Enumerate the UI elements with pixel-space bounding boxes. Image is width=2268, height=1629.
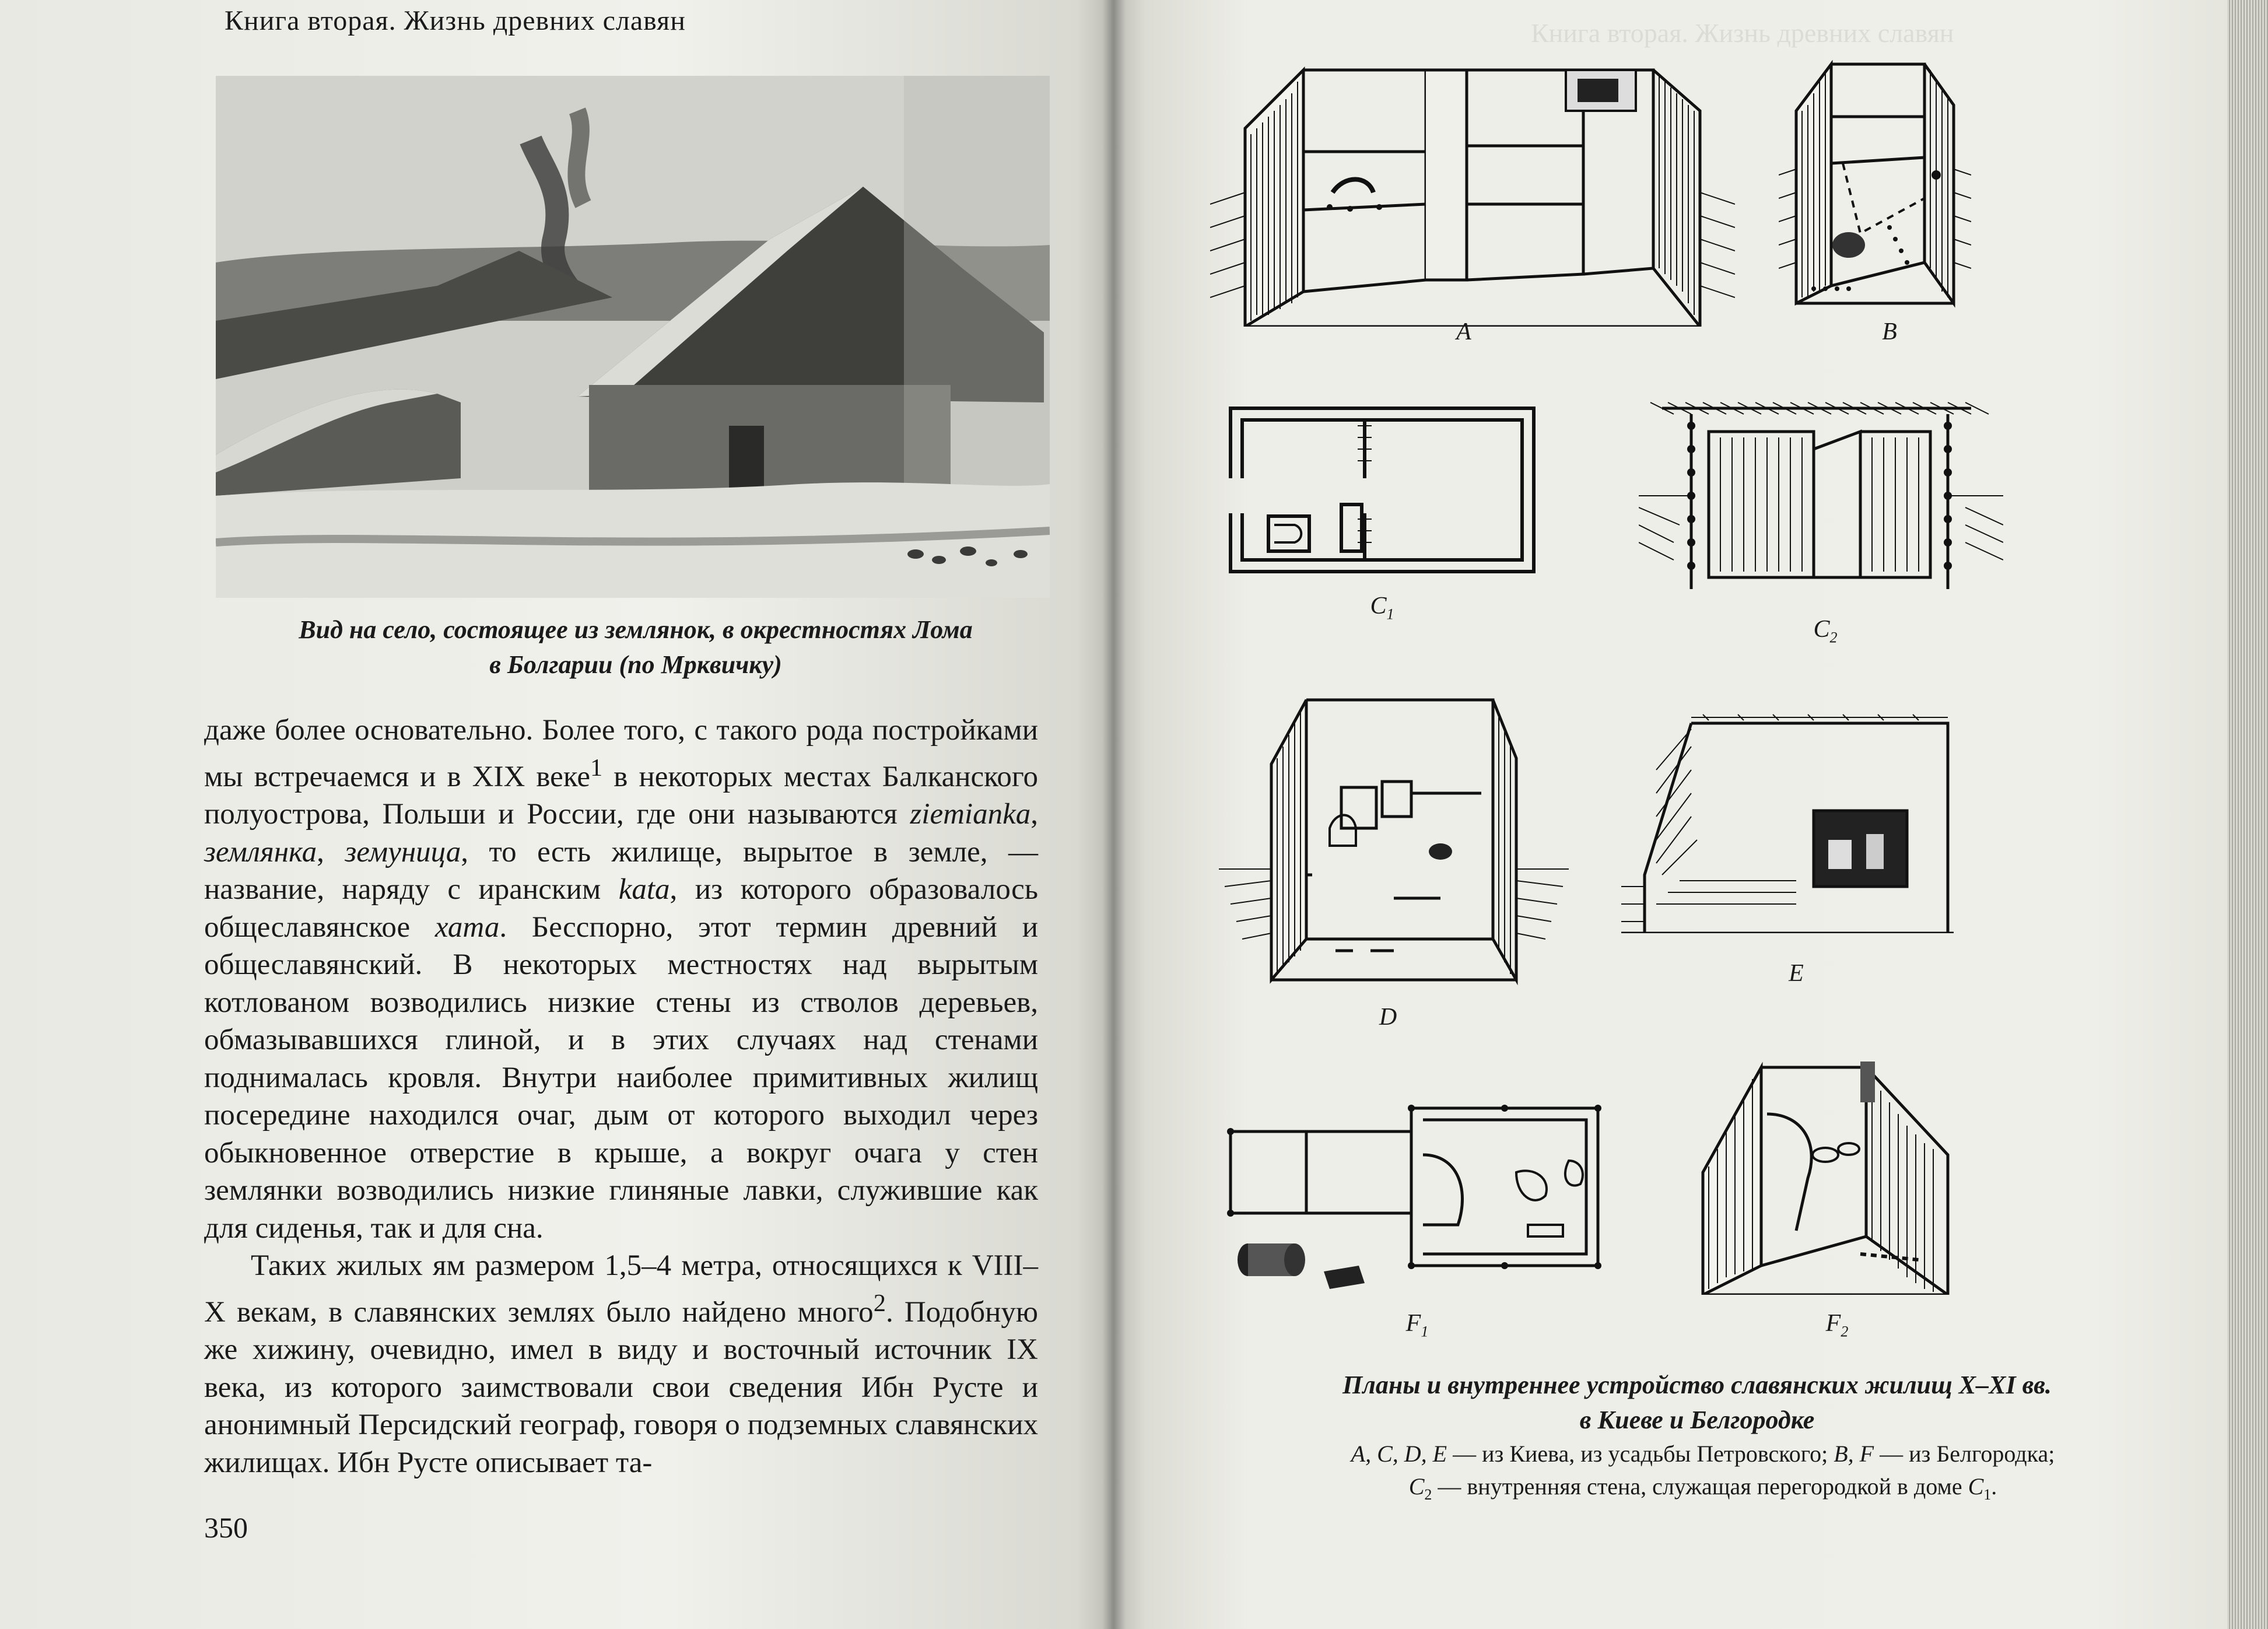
figure-c2-label: [1802, 615, 1849, 646]
photo-caption-line-2: в Болгарии (по Мрквичку): [489, 650, 782, 679]
legend-text: B, F: [1834, 1441, 1874, 1467]
figure-a-svg: [1210, 58, 1735, 327]
text-span: . Бесспорно, этот термин древний и общеславянский. В некоторых местностях над вырытым котлованом возводились низкие стены из стволов деревьев, обмазывавшихся глиной, и в этих случаях над стенами поднималась кровля. Внутри наиболее примитивных жилищ посередине находился очаг, дым от которого выходил через обыкновенное отверстие в крыше, а вокруг очага у стен землянки возводились низкие глиняные лавки, служившие как для сиденья, так и для сна.: [204, 910, 1038, 1245]
figure-f1-drawing: [1225, 1096, 1610, 1301]
page-edges: [2227, 0, 2268, 1629]
figure-f2-subscript: 2: [1841, 1323, 1849, 1340]
figure-a-drawing: [1210, 58, 1735, 327]
figure-c-letter: C: [1370, 593, 1387, 619]
figure-e-label: E: [1789, 960, 1804, 987]
paragraph-1: [204, 712, 1038, 1247]
legend-line-1: [1184, 1438, 2222, 1470]
footnote-ref-2: 2: [873, 1289, 886, 1317]
legend-subscript: 1: [1983, 1486, 1992, 1503]
legend-text: C: [1408, 1473, 1425, 1500]
term-ziemianka: ziemianka: [910, 798, 1031, 831]
left-page: [0, 0, 1111, 1629]
figure-b-drawing: [1779, 58, 1971, 309]
figure-e-drawing: [1621, 712, 1954, 933]
figure-c2-drawing: [1639, 391, 2003, 601]
text-span: ,: [1030, 798, 1038, 831]
legend-text: .: [1991, 1473, 1997, 1500]
figure-f2-drawing: [1685, 1044, 1965, 1295]
figure-a-label: A: [1456, 318, 1471, 345]
bleed-through-text: Книга вторая. Жизнь древних славян: [1531, 18, 1954, 48]
term-khata: хата: [434, 910, 500, 944]
figures-legend: [1184, 1438, 2222, 1511]
figure-c1-drawing: [1225, 402, 1540, 577]
figure-d-svg: [1219, 694, 1569, 986]
term-zemunitsa: земуница: [345, 835, 461, 868]
text-span: , из которого образовалось общеславянское: [204, 873, 1038, 944]
figure-f-letter: F: [1405, 1310, 1421, 1337]
figure-f-letter: F: [1825, 1310, 1841, 1337]
figure-f2-label: [1814, 1309, 1860, 1340]
text-span: в некоторых местах Балканского полуострова, Польши и России, где они называются: [204, 760, 1038, 831]
figure-f2-svg: [1685, 1044, 1965, 1295]
text-span: . Подобную же хижину, очевидно, имел в виду и восточный источник IX века, из которого заимствовали свои сведения Ибн Русте и анонимный Персидский географ, говоря о подземных славянских жилищах. Ибн Русте описывает та-: [204, 1295, 1039, 1479]
figure-f1-label: [1394, 1309, 1440, 1340]
figure-e-svg: [1621, 712, 1954, 933]
figure-c2-subscript: 2: [1829, 629, 1838, 646]
text-span: Таких жилых ям размером 1,5–4 метра, относящихся к VIII–X векам, в славянских землях было найдено много: [204, 1249, 1038, 1329]
figure-d-label: D: [1379, 1004, 1397, 1031]
running-head: Книга вторая. Жизнь древних славян: [225, 5, 686, 36]
figure-c1-svg: [1225, 402, 1540, 577]
photo-caption: [210, 612, 1061, 682]
figures-caption-line-2: в Киеве и Белгородке: [1579, 1406, 1815, 1434]
figures-caption-line-1: Планы и внутреннее устройство славянских жилищ X–XI вв.: [1342, 1371, 2052, 1399]
figure-c2-svg: [1639, 391, 2003, 601]
paragraph-2: [204, 1247, 1038, 1481]
figure-b-svg: [1779, 58, 1971, 309]
legend-subscript: 2: [1424, 1486, 1432, 1503]
legend-text: — внутренняя стена, служащая перегородкой в доме: [1432, 1473, 1968, 1500]
photo-caption-line-1: Вид на село, состоящее из землянок, в окрестностях Лома: [299, 615, 973, 644]
village-photo: [216, 76, 1050, 598]
figure-d-drawing: [1219, 694, 1569, 986]
figure-f1-subscript: 1: [1421, 1323, 1429, 1340]
figure-c1-subscript: 1: [1386, 605, 1394, 623]
legend-text: C: [1968, 1473, 1984, 1500]
legend-line-2: [1184, 1470, 2222, 1511]
term-zemlyanka: землянка: [204, 835, 317, 868]
term-kata: kata: [618, 873, 670, 906]
figure-c1-label: [1359, 592, 1405, 623]
figure-b-label: B: [1882, 318, 1897, 345]
text-span: даже более основательно. Более того, с такого рода постройками мы встречаемся и в XIX веке: [204, 714, 1038, 793]
figure-f1-svg: [1225, 1096, 1610, 1301]
text-span: , то есть жилище, вырытое в земле, — название, наряду с иранским: [204, 835, 1038, 906]
book-gutter: [1102, 0, 1126, 1629]
footnote-ref-1: 1: [590, 754, 603, 782]
legend-text: A, C, D, E: [1351, 1441, 1447, 1467]
body-text: [204, 712, 1038, 1481]
legend-text: — из Киева, из усадьбы Петровского;: [1447, 1441, 1834, 1467]
figures-caption: [1196, 1368, 2199, 1438]
legend-text: — из Белгородка;: [1874, 1441, 2055, 1467]
village-photo-illustration: [216, 76, 1050, 598]
text-span: ,: [317, 835, 345, 868]
figure-c-letter: C: [1813, 616, 1830, 643]
page-number: 350: [204, 1511, 248, 1544]
